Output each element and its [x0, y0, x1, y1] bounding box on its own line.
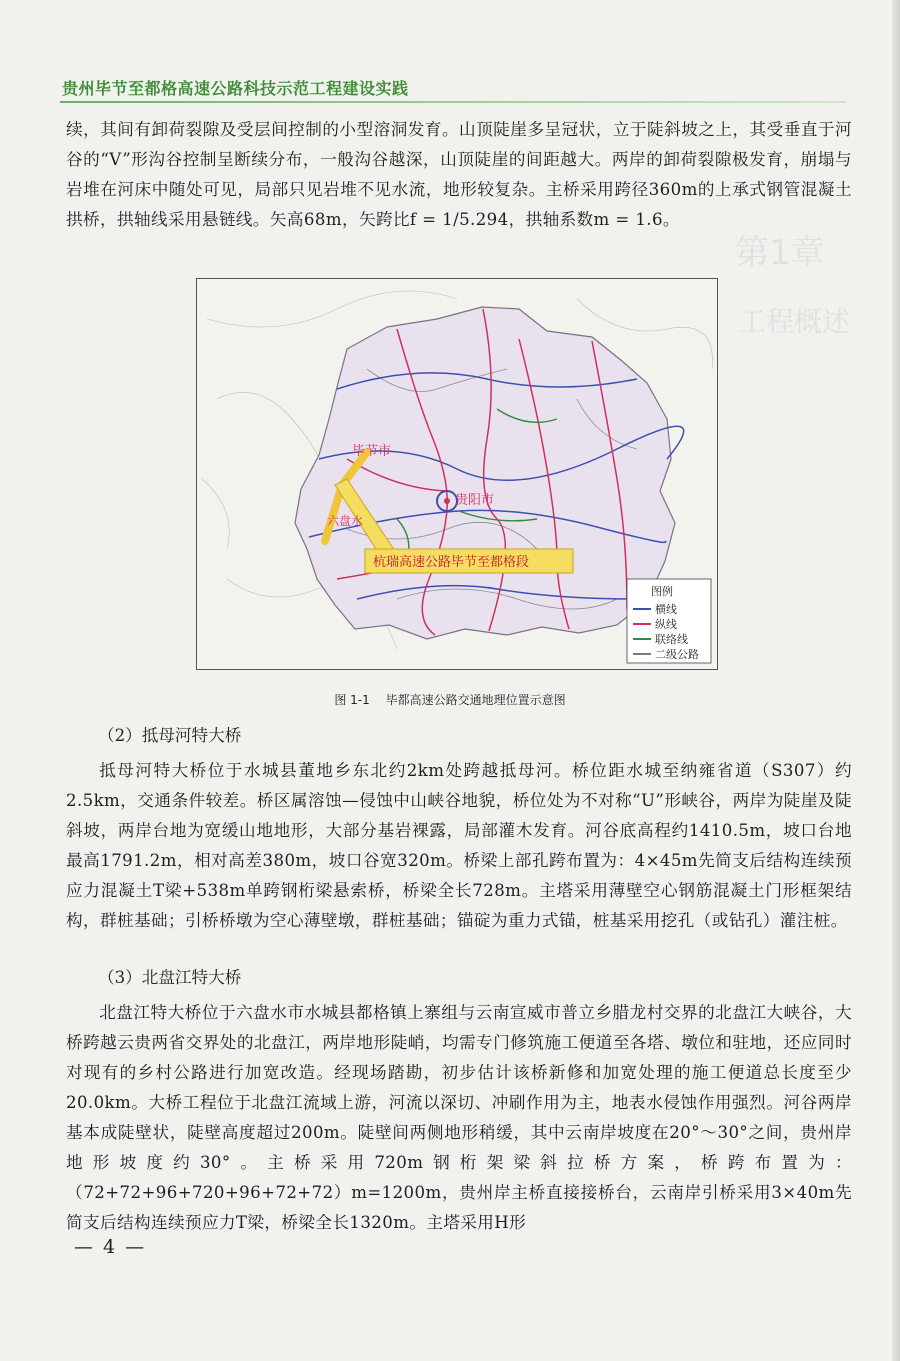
bleed-through-mark: 第1章	[735, 233, 825, 273]
page-edge	[892, 0, 900, 1361]
page-number: — 4 —	[74, 1236, 147, 1258]
city-label-guiyang: 贵阳市	[455, 493, 495, 508]
caption-number: 图 1-1	[334, 693, 370, 707]
bleed-through-mark: 工程概述	[738, 305, 851, 338]
legend-label-secondary: 二级公路	[655, 648, 699, 661]
map-svg	[197, 279, 717, 669]
section-heading-beipan-river: （3）北盘江特大桥	[98, 968, 242, 987]
running-header: 贵州毕节至都格高速公路科技示范工程建设实践	[62, 79, 409, 98]
city-label-liupanshui: 六盘水	[327, 514, 364, 528]
callout-text: 杭瑞高速公路毕节至都格段	[373, 555, 530, 570]
figure-caption	[0, 691, 900, 708]
paragraph-arch-bridge-end: 续，其间有卸荷裂隙及受层间控制的小型溶洞发育。山顶陡崖多呈冠状，立于陡斜坡之上，其受垂直于河谷的“V”形沟谷控制呈断续分布，一般沟谷越深，山顶陡崖的间距越大。两岸的卸荷裂隙极发育，崩塌与岩堆在河床中随处可见，局部只见岩堆不见水流，地形较复杂。主桥采用跨径360m的上承式钢管混凝土拱桥，拱轴线采用悬链线。矢高68m，矢跨比f = 1/5.294，拱轴系数m = 1.6。	[66, 120, 852, 229]
guiyang-dot	[444, 498, 450, 504]
map-figure	[196, 278, 718, 670]
legend-label-horizontal: 横线	[655, 603, 677, 616]
paragraph-dimu-river-bridge: 抵母河特大桥位于水城县董地乡东北约2km处跨越抵母河。桥位距水城至纳雍省道（S307）约2.5km，交通条件较差。桥区属溶蚀—侵蚀中山峡谷地貌，桥位处为不对称“U”形峡谷，两岸为陡崖及陡斜坡，两岸台地为宽缓山地地形，大部分基岩裸露，局部灌木发育。河谷底高程约1410.5m，坡口台地最高1791.2m，相对高差380m，坡口谷宽320m。桥梁上部孔跨布置为：4×45m先简支后结构连续预应力混凝土T梁+538m单跨钢桁梁悬索桥，桥梁全长728m。主塔采用薄壁空心钢筋混凝土门形框架结构，群桩基础；引桥桥墩为空心薄壁墩，群桩基础；锚碇为重力式锚，桩基采用挖孔（或钻孔）灌注桩。	[66, 761, 852, 930]
section-heading-dimu-river: （2）抵母河特大桥	[98, 726, 242, 745]
city-label-bijie: 毕节市	[352, 444, 392, 459]
caption-text: 毕都高速公路交通地理位置示意图	[385, 693, 566, 707]
legend-title: 图例	[651, 585, 673, 598]
paragraph-beipan-river-bridge: 北盘江特大桥位于六盘水市水城县都格镇上寨组与云南宣威市普立乡腊龙村交界的北盘江大峡谷，大桥跨越云贵两省交界处的北盘江，两岸地形陡峭，均需专门修筑施工便道至各塔、墩位和驻地，还应同时对现有的乡村公路进行加宽改造。经现场踏勘，初步估计该桥新修和加宽处理的施工便道总长度至少20.0km。大桥工程位于北盘江流域上游，河流以深切、冲刷作用为主，地表水侵蚀作用强烈。河谷两岸基本成陡壁状，陡壁高度超过200m。陡壁间两侧地形稍缓，其中云南岸坡度在20°～30°之间，贵州岸地形坡度约30°。主桥采用720m钢桁架梁斜拉桥方案，桥跨布置为：（72+72+96+720+96+72+72）m=1200m，贵州岸主桥直接接桥台，云南岸引桥采用3×40m先简支后结构连续预应力T梁，桥梁全长1320m。主塔采用H形	[66, 1003, 853, 1232]
header-rule	[60, 101, 846, 103]
legend-label-vertical: 纵线	[655, 618, 677, 631]
legend-label-link: 联络线	[655, 633, 688, 646]
